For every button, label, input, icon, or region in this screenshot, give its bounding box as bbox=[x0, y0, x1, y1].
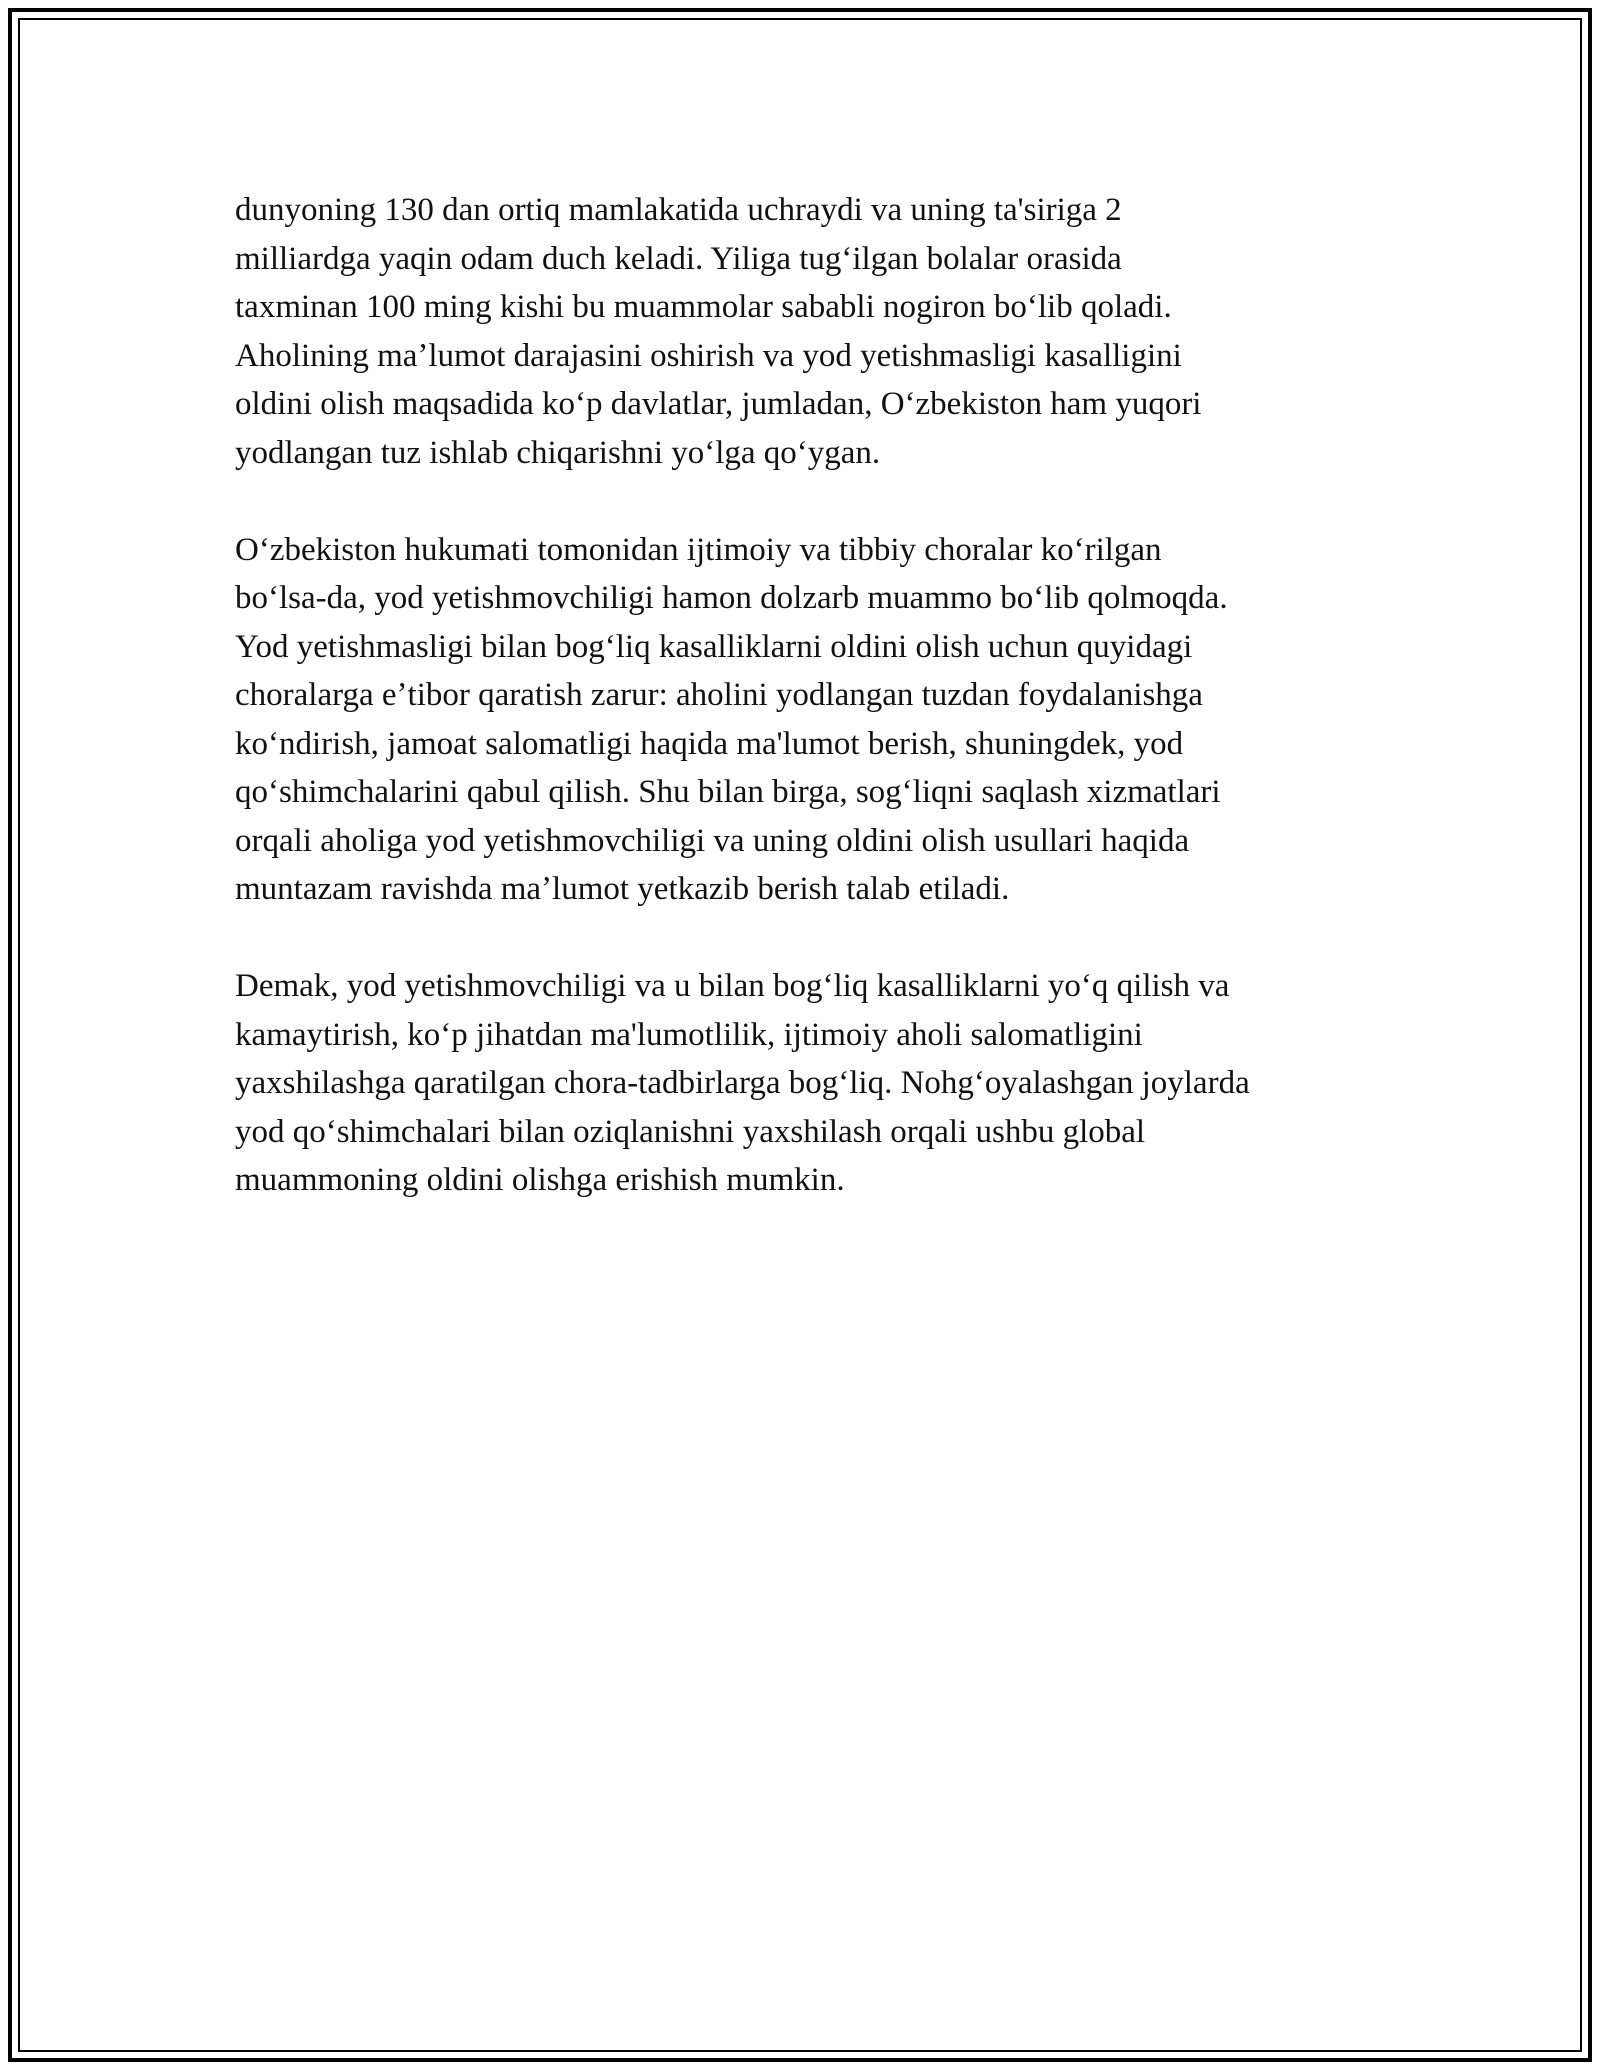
document-body bbox=[235, 186, 1395, 1205]
text-line: orqali aholiga yod yetishmovchiligi va uning oldini olish usullari haqida bbox=[235, 822, 1190, 859]
text-line: choralarga eʼtibor qaratish zarur: aholini yodlangan tuzdan foydalanishga bbox=[235, 677, 1203, 713]
text-line: Demak, yod yetishmovchiligi va u bilan bogʻliq kasalliklarni yoʻq qilish va bbox=[235, 968, 1230, 1004]
text-line: koʻndirish, jamoat salomatligi haqida ma'lumot berish, shuningdek, yod bbox=[235, 725, 1184, 762]
text-line: taxminan 100 ming kishi bu muammolar sababli nogiron boʻlib qoladi. bbox=[235, 289, 1172, 325]
paragraph-spacer bbox=[235, 477, 1395, 526]
text-line: Aholining maʼlumot darajasini oshirish va yod yetishmasligi kasalligini bbox=[235, 337, 1182, 374]
text-line: milliardga yaqin odam duch keladi. Yiliga tugʻilgan bolalar orasida bbox=[235, 240, 1122, 277]
text-line: dunyoning 130 dan ortiq mamlakatida uchraydi va uning ta'siriga 2 bbox=[235, 192, 1122, 228]
text-line: muntazam ravishda maʼlumot yetkazib berish talab etiladi. bbox=[235, 871, 1010, 907]
text-line: yaxshilashga qaratilgan chora-tadbirlarga bogʻliq. Nohgʻoyalashgan joylarda bbox=[235, 1065, 1250, 1101]
paragraph-1 bbox=[235, 186, 1395, 477]
text-line: oldini olish maqsadida koʻp davlatlar, jumladan, Oʻzbekiston ham yuqori bbox=[235, 386, 1202, 422]
paragraph-2 bbox=[235, 526, 1395, 914]
text-line: qoʻshimchalarini qabul qilish. Shu bilan birga, sogʻliqni saqlash xizmatlari bbox=[235, 774, 1221, 810]
text-line: Yod yetishmasligi bilan bogʻliq kasalliklarni oldini olish uchun quyidagi bbox=[235, 628, 1193, 665]
text-line: boʻlsa-da, yod yetishmovchiligi hamon dolzarb muammo boʻlib qolmoqda. bbox=[235, 580, 1228, 616]
text-line: muammoning oldini olishga erishish mumkin. bbox=[235, 1162, 845, 1198]
text-line: yodlangan tuz ishlab chiqarishni yoʻlga qoʻygan. bbox=[235, 434, 881, 471]
text-line: Oʻzbekiston hukumati tomonidan ijtimoiy va tibbiy choralar koʻrilgan bbox=[235, 531, 1162, 568]
text-line: yod qoʻshimchalari bilan oziqlanishni yaxshilash orqali ushbu global bbox=[235, 1113, 1146, 1150]
paragraph-spacer bbox=[235, 914, 1395, 963]
text-line: kamaytirish, koʻp jihatdan ma'lumotlilik, ijtimoiy aholi salomatligini bbox=[235, 1016, 1143, 1053]
paragraph-3 bbox=[235, 962, 1395, 1205]
